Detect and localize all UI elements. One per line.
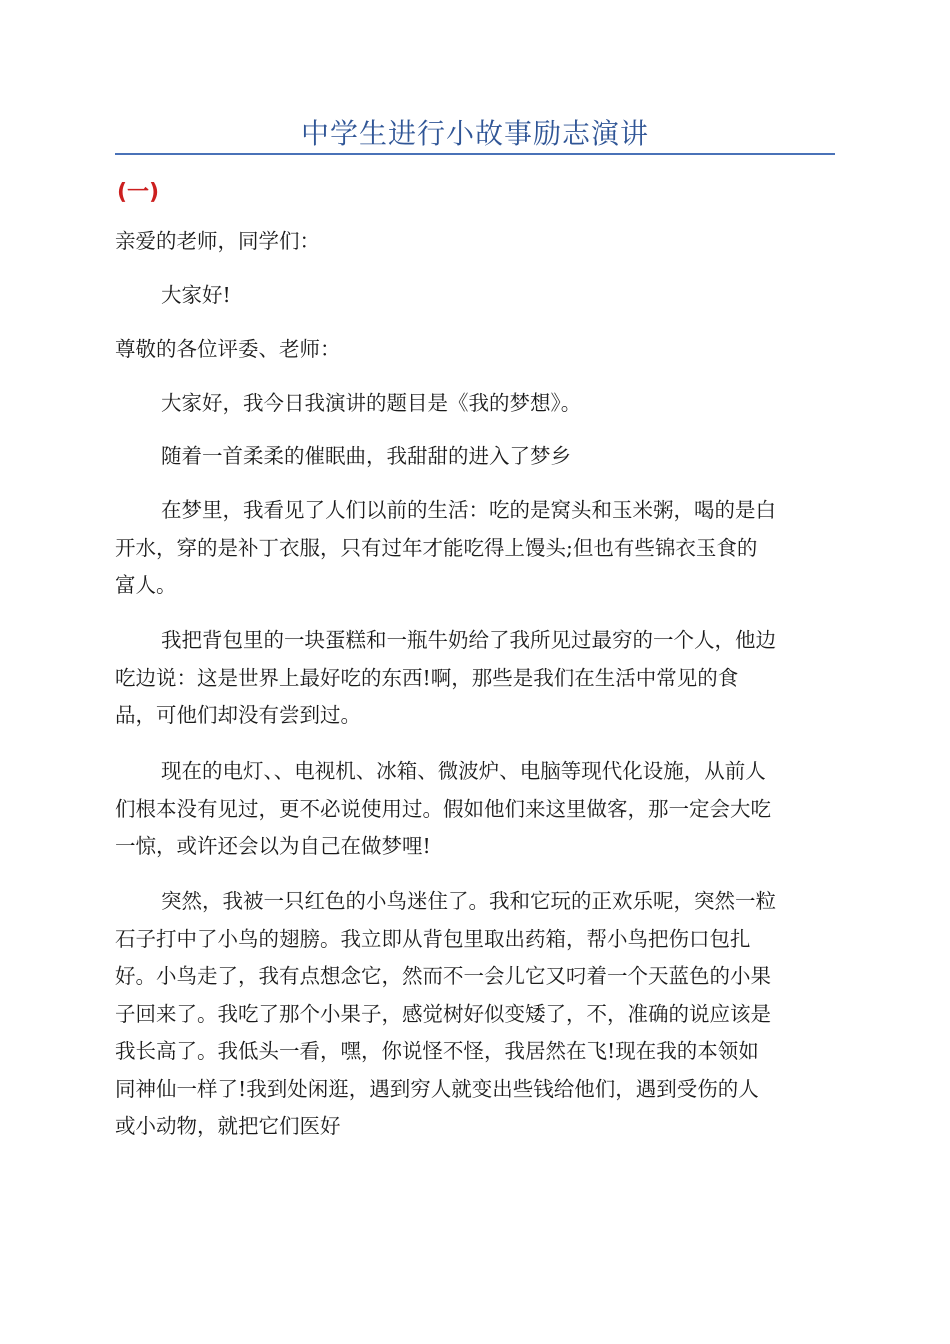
paragraph-cake-milk [115, 622, 835, 735]
paragraph-line: 们根本没有见过，更不必说使用过。假如他们来这里做客，那一定会大吃 [115, 796, 771, 821]
paragraph-line: 一惊，或许还会以为自己在做梦哩! [115, 834, 431, 858]
paragraph-line: 突然，我被一只红色的小鸟迷住了。我和它玩的正欢乐呢，突然一粒 [161, 889, 776, 913]
document-title: 中学生进行小故事励志演讲 [300, 117, 649, 150]
paragraph-greeting [115, 277, 881, 315]
paragraph-line: 我把背包里的一块蛋糕和一瓶牛奶给了我所见过最穷的一个人，他边 [161, 628, 776, 652]
paragraph-line: 在梦里，我看见了人们以前的生活：吃的是窝头和玉米粥，喝的是白 [161, 498, 776, 522]
paragraph-line: 我长高了。我低头一看，嘿，你说怪不怪，我居然在飞!现在我的本领如 [115, 1039, 759, 1063]
paragraph-salutation-judges [115, 331, 835, 369]
paragraph-line: 好。小鸟走了，我有点想念它，然而不一会儿它又叼着一个天蓝色的小果 [115, 964, 771, 988]
paragraph-line: 大家好! [161, 283, 231, 307]
paragraph-line: 或小动物，就把它们医好 [115, 1114, 341, 1138]
paragraph-dream-start [115, 438, 881, 476]
paragraph-topic [115, 385, 881, 423]
paragraph-line: 富人。 [115, 573, 177, 597]
paragraph-line: 亲爱的老师，同学们： [115, 229, 320, 253]
paragraph-line: 石子打中了小鸟的翅膀。我立即从背包里取出药箱，帮小鸟把伤口包扎 [115, 926, 751, 951]
paragraph-red-bird [115, 883, 835, 1146]
title-underline [115, 153, 835, 155]
paragraph-line: 子回来了。我吃了那个小果子，感觉树好似变矮了，不，准确的说应该是 [115, 1001, 771, 1026]
paragraph-modern-appliances [115, 753, 835, 866]
paragraph-line: 现在的电灯、、电视机、冰箱、微波炉、电脑等现代化设施，从前人 [161, 759, 766, 783]
paragraph-salutation-teachers [115, 223, 835, 261]
paragraph-line: 开水，穿的是补丁衣服，只有过年才能吃得上馒头;但也有些锦衣玉食的 [115, 535, 758, 560]
paragraph-line: 随着一首柔柔的催眠曲，我甜甜的进入了梦乡 [161, 444, 571, 468]
paragraph-line: 大家好，我今日我演讲的题目是《我的梦想》。 [161, 391, 582, 415]
section-heading: (一) [117, 180, 160, 205]
paragraph-past-life [115, 492, 835, 605]
paragraph-line: 尊敬的各位评委、老师： [115, 337, 341, 361]
paragraph-line: 吃边说：这是世界上最好吃的东西!啊，那些是我们在生活中常见的食 [115, 665, 739, 690]
paragraph-line: 品，可他们却没有尝到过。 [115, 703, 361, 727]
paragraph-line: 同神仙一样了!我到处闲逛，遇到穷人就变出些钱给他们，遇到受伤的人 [115, 1076, 759, 1101]
